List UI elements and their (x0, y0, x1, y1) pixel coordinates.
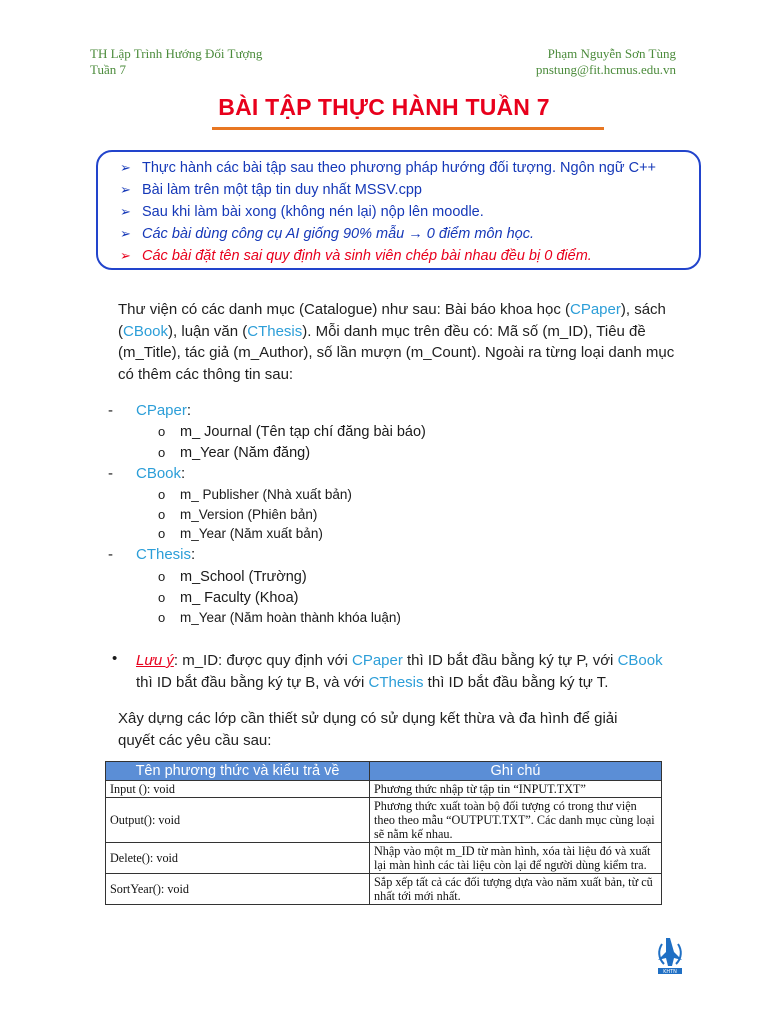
note-cell: Phương thức xuất toàn bộ đối tượng có trong thư viện theo theo mẫu “OUTPUT.TXT”. Các danh mục cùng loại sẽ nằm kế nhau. (370, 798, 662, 843)
table-row (106, 781, 662, 798)
field-item: o m_School (Trường) (158, 569, 307, 585)
intro-paragraph: Thư viện có các danh mục (Catalogue) như sau: Bài báo khoa học (CPaper), sách (CBook), luận văn (CThesis). Mỗi danh mục trên đều có: Mã số (m_ID), Tiêu đề (m_Title), tác giả (m_Author), số lần mượn (m_Count). Ngoài ra từng loại danh mục có thêm các thông tin sau: (118, 301, 675, 383)
author-name: Phạm Nguyễn Sơn Tùng (547, 46, 676, 61)
task-paragraph: Xây dựng các lớp cần thiết sử dụng có sử dụng kết thừa và đa hình để giải quyết các yêu cầu sau: (118, 710, 618, 749)
method-cell: Input (): void (106, 781, 370, 798)
arrow-bullet-icon: ➢ (120, 204, 131, 219)
week-label: Tuần 7 (90, 62, 127, 77)
arrow-bullet-icon: ➢ (120, 182, 131, 197)
note-cell: Nhập vào một m_ID từ màn hình, xóa tài liệu đó và xuất lại màn hình các tài liệu còn lại để người dùng kiểm tra. (370, 843, 662, 874)
note-cell: Sắp xếp tất cả các đối tượng dựa vào năm xuất bản, từ cũ nhất tới mới nhất. (370, 874, 662, 905)
class-name: CPaper (351, 652, 403, 669)
table-row (106, 798, 662, 843)
logo-text: KHTN (663, 969, 677, 975)
title-underline (212, 127, 604, 130)
table-row (106, 843, 662, 874)
course-name: TH Lập Trình Hướng Đối Tượng (90, 46, 263, 61)
arrow-bullet-icon: ➢ (120, 226, 131, 241)
field-item: o m_Year (Năm hoàn thành khóa luận) (158, 610, 401, 625)
field-item: o m_ Journal (Tên tạp chí đăng bài báo) (158, 424, 426, 440)
method-cell: SortYear(): void (106, 874, 370, 905)
field-item: o m_ Publisher (Nhà xuất bản) (158, 487, 352, 502)
category-cthesis: - CThesis: (108, 546, 196, 563)
instruction-item: ➢ Sau khi làm bài xong (không nén lại) nộp lên moodle. (120, 201, 699, 223)
category-cbook: - CBook: (108, 465, 186, 482)
page-title: BÀI TẬP THỰC HÀNH TUẦN 7 (218, 94, 550, 120)
university-logo-icon (652, 936, 688, 976)
instruction-item-penalty: ➢ Các bài đặt tên sai quy định và sinh viên chép bài nhau đều bị 0 điểm. (120, 245, 699, 267)
bullet-dot-icon: • (112, 650, 118, 667)
class-name: CThesis (368, 673, 424, 691)
note-label: Lưu ý (136, 652, 174, 669)
class-name: CThesis (247, 322, 303, 340)
arrow-bullet-icon: ➢ (120, 248, 131, 263)
methods-table (105, 761, 662, 905)
class-name: CBook (617, 652, 663, 669)
author-email: pnstung@fit.hcmus.edu.vn (535, 62, 676, 77)
field-item: o m_Year (Năm xuất bản) (158, 526, 323, 541)
id-rule-note: Lưu ý: m_ID: được quy định với CPaper thì ID bắt đầu bằng ký tự P, với CBook thì ID bắt đầu bằng ký tự B, và với CThesis thì ID bắt đầu bằng ký tự T. (136, 652, 663, 691)
category-cpaper: - CPaper: (108, 402, 192, 419)
arrow-bullet-icon: ➢ (120, 160, 131, 175)
column-header-method: Tên phương thức và kiểu trả về (106, 762, 370, 781)
instruction-item: ➢ Thực hành các bài tập sau theo phương pháp hướng đối tượng. Ngôn ngữ C++ (120, 157, 699, 179)
instruction-item: ➢ Bài làm trên một tập tin duy nhất MSSV.cpp (120, 179, 699, 201)
field-item: o m_Version (Phiên bản) (158, 507, 318, 522)
field-item: o m_Year (Năm đăng) (158, 445, 311, 461)
instructions-box (96, 150, 701, 270)
method-cell: Output(): void (106, 798, 370, 843)
header-right (536, 46, 676, 78)
column-header-note: Ghi chú (370, 762, 662, 781)
table-row (106, 874, 662, 905)
table-header-row (106, 762, 662, 781)
method-cell: Delete(): void (106, 843, 370, 874)
class-name: CPaper (570, 301, 621, 318)
instruction-item-ai-warning: ➢ Các bài dùng công cụ AI giống 90% mẫu → 0 điểm môn học. (120, 223, 699, 245)
header-left (90, 46, 262, 78)
field-item: o m_ Faculty (Khoa) (158, 590, 299, 606)
note-cell: Phương thức nhập từ tập tin “INPUT.TXT” (370, 781, 662, 798)
class-name: CBook (123, 322, 169, 340)
